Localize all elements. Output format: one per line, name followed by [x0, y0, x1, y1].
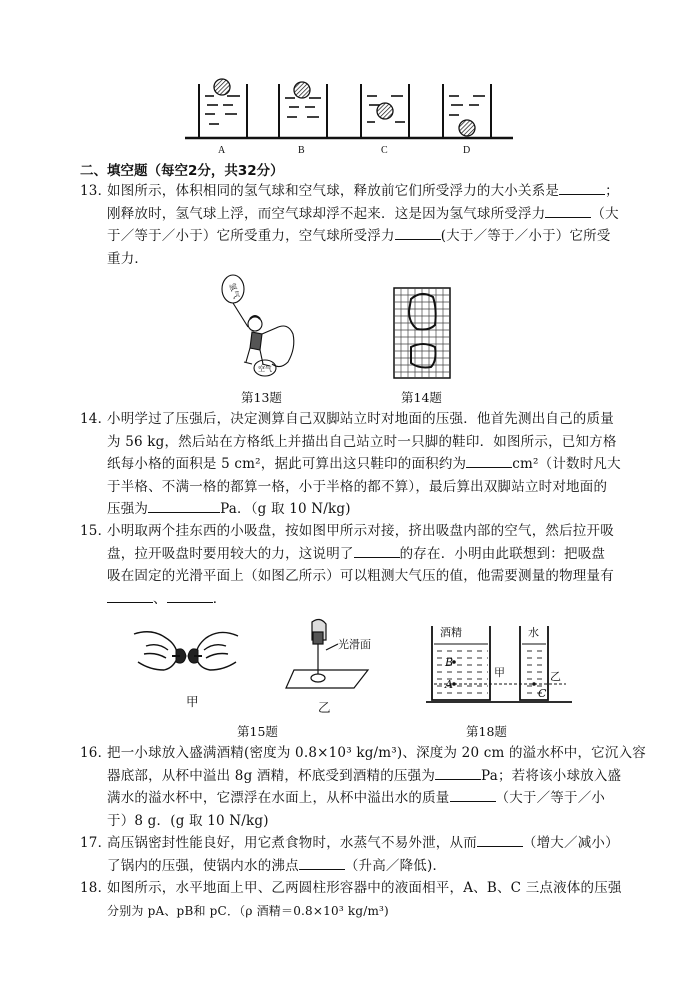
blank-14-1[interactable]: [466, 454, 512, 468]
blank-17-2[interactable]: [299, 856, 345, 870]
section-title: 二、填空题（每空2分，共32分）: [80, 163, 284, 179]
beakers-figure: [185, 74, 515, 158]
label-point-a: A: [445, 678, 453, 691]
fig15-yi-suction: [284, 618, 376, 694]
blank-17-1[interactable]: [477, 833, 523, 847]
blank-14-2[interactable]: [148, 499, 220, 513]
label-jia-fig18: 甲: [494, 666, 505, 679]
label-alcohol: 酒精: [440, 626, 462, 639]
blank-15-2[interactable]: [107, 589, 153, 603]
balloon2-label: 空气: [258, 365, 272, 373]
balloon1-label: 氢气: [227, 281, 242, 300]
label-point-c: C: [538, 687, 547, 700]
question-18: 18．如图所示，水平地面上甲、乙两圆柱形容器中的液面相平，A、B、C 三点液体的压强 分别为 pA、pB和 pC．（ρ 酒精＝0.8×10³ kg/m³): [80, 880, 622, 918]
label-yi-fig15: 乙: [318, 700, 331, 715]
label-smooth-surface: 光滑面: [338, 638, 371, 651]
q13-num: 13．: [80, 183, 112, 199]
blank-13-2[interactable]: [545, 204, 591, 218]
blank-13-3[interactable]: [395, 226, 441, 240]
label-point-b: B: [445, 656, 454, 669]
fig18-containers: [426, 620, 572, 706]
blank-15-3[interactable]: [167, 589, 213, 603]
question-13: 13．如图所示，体积相同的氢气球和空气球，释放前它们所受浮力的大小关系是 ； 刚释放时，氢气球上浮，而空气球却浮不起来．这是因为氢气球所受浮力 （大 于／等于／小于）它所受重力，空气球所受浮力 (大于／等于／小于）它所受 重力．: [80, 180, 670, 270]
blank-15-1[interactable]: [354, 544, 400, 558]
fig15-jia-hands: [132, 624, 240, 684]
question-17: 17．高压锅密封性能良好，用它煮食物时，水蒸气不易外泄，从而 （增大／减小） 了锅内的压强，使锅内水的沸点 （升高／降低)．: [80, 835, 619, 874]
label-d: D: [463, 145, 471, 156]
blank-13-1[interactable]: [559, 181, 605, 195]
caption-fig15: 第15题: [237, 724, 278, 739]
label-c: C: [381, 145, 388, 156]
question-16: 16．把一小球放入盛满酒精(密度为 0.8×10³ kg/m³)、深度为 20 cm 的溢水杯中，它沉入容 器底部，从杯中溢出 8g 酒精，杯底受到酒精的压强为 Pa；若将该小球放入盛 满水的溢水杯中，它漂浮在水面上，从杯中溢出水的质量 （大于／等于／小 于）8 g．(g 取 10 N/kg): [80, 745, 646, 829]
question-14: 14．小明学过了压强后，决定测算自己双脚站立时对地面的压强．他首先测出自己的质量 为 56 kg，然后站在方格纸上并描出自己站立时一只脚的鞋印．如图所示，已知方格 纸每小格的面积是 5 cm²，据此可算出这只鞋印的面积约为 cm²（计数时凡大 于半格、不满一格的都算一格，小于半格的都不算），最后算出双脚站立时对地面的 压强为 Pa．（g 取 10 N/kg): [80, 411, 621, 517]
label-water: 水: [528, 626, 539, 639]
label-jia-fig15: 甲: [186, 694, 199, 709]
caption-fig14: 第14题: [401, 390, 442, 405]
label-yi-fig18: 乙: [550, 670, 561, 683]
caption-fig18: 第18题: [466, 724, 507, 739]
blank-16-1[interactable]: [435, 766, 481, 780]
caption-fig13: 第13题: [241, 390, 282, 405]
fig14-grid-footprint: [393, 287, 451, 379]
blank-16-2[interactable]: [450, 788, 496, 802]
question-15: 15．小明取两个挂东西的小吸盘，按如图甲所示对接，挤出吸盘内部的空气，然后拉开吸 盘，拉开吸盘时要用较大的力，这说明了 的存在．小明由此联想到：把吸盘 吸在固定的光滑平面上（如图乙所示）可以粗测大气压的值，他需要测量的物理量有 、 ．: [80, 523, 614, 607]
fig13-boy-balloons: [218, 272, 298, 384]
label-a: A: [218, 145, 226, 156]
label-b: B: [298, 145, 305, 156]
